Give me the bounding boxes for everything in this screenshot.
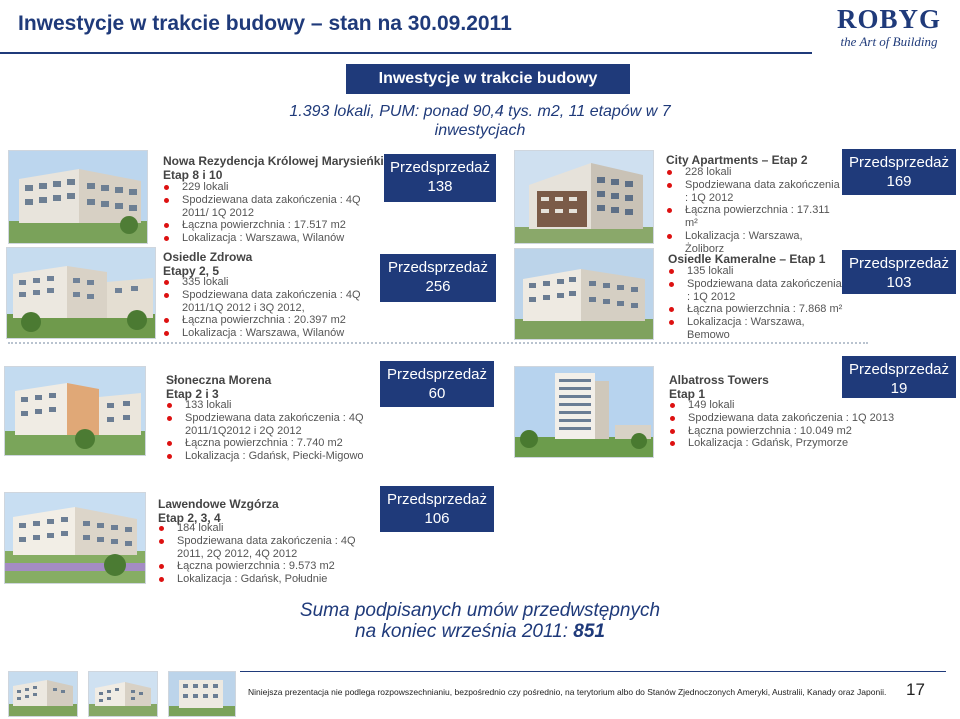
project-name-nowa-rezydencja: Nowa Rezydencja Królowej Marysieńki Etap 8 i 10 <box>163 154 384 182</box>
list-item: Łączna powierzchnia : 7.740 m2 <box>166 437 374 450</box>
list-item: Spodziewana data zakończenia : 1Q 2012 <box>666 179 844 205</box>
list-item: Lokalizacja : Gdańsk, Piecki-Migowo <box>166 450 374 463</box>
presale-box-city-apartments: Przedsprzedaż 169 <box>842 149 956 195</box>
page-title: Inwestycje w trakcie budowy – stan na 30.09.2011 <box>18 12 512 35</box>
project-name-albatross-towers: Albatross Towers Etap 1 <box>669 373 769 401</box>
presale-box-osiedle-zdrowa: Przedsprzedaż 256 <box>380 254 496 302</box>
project-details-albatross-towers <box>669 399 899 450</box>
logo-tagline: the Art of Building <box>840 34 938 49</box>
list-item: 335 lokali <box>163 276 373 289</box>
project-name-osiedle-zdrowa: Osiedle Zdrowa Etapy 2, 5 <box>163 250 253 278</box>
list-item: Lokalizacja : Warszawa, Żoliborz <box>666 230 844 256</box>
list-item: 228 lokali <box>666 166 844 179</box>
project-name-osiedle-kameralne: Osiedle Kameralne – Etap 1 <box>668 252 826 266</box>
list-item: Spodziewana data zakończenia : 4Q 2011/1Q2012 i 2Q 2012 <box>166 412 374 438</box>
title-rule <box>0 52 812 54</box>
list-item: 184 lokali <box>158 522 368 535</box>
list-item: Lokalizacja : Warszawa, Wilanów <box>163 232 368 245</box>
dotted-separator <box>8 342 868 344</box>
project-photo-city-apartments <box>514 150 654 244</box>
presale-box-lawendowe-wzgorza: Przedsprzedaż 106 <box>380 486 494 532</box>
page-number: 17 <box>906 680 925 699</box>
list-item: Lokalizacja : Warszawa, Wilanów <box>163 327 373 340</box>
footer-thumbnail-3 <box>168 671 236 717</box>
footer-rule <box>240 671 946 672</box>
list-item: Lokalizacja : Warszawa, Bemowo <box>668 316 844 342</box>
list-item: Łączna powierzchnia : 7.868 m² <box>668 303 844 316</box>
list-item: Spodziewana data zakończenia : 1Q 2013 <box>669 412 899 425</box>
footer-thumbnail-2 <box>88 671 158 717</box>
presale-summary <box>280 600 680 642</box>
stats-text <box>270 102 690 140</box>
summary-total: 851 <box>573 621 605 642</box>
section-banner: Inwestycje w trakcie budowy <box>346 64 630 94</box>
list-item: Spodziewana data zakończenia : 4Q 2011/1Q 2012 i 3Q 2012, <box>163 289 373 315</box>
stats-line-2: inwestycjach <box>434 122 526 139</box>
project-details-osiedle-zdrowa <box>163 276 373 340</box>
list-item: 149 lokali <box>669 399 899 412</box>
list-item: Łączna powierzchnia : 10.049 m2 <box>669 425 899 438</box>
project-photo-osiedle-zdrowa <box>6 247 156 339</box>
list-item: Łączna powierzchnia : 9.573 m2 <box>158 560 368 573</box>
project-details-sloneczna-morena <box>166 399 374 463</box>
project-photo-lawendowe-wzgorza <box>4 492 146 584</box>
footer-thumbnail-1 <box>8 671 78 717</box>
list-item: Spodziewana data zakończenia : 4Q 2011, 2Q 2012, 4Q 2012 <box>158 535 368 561</box>
list-item: Lokalizacja : Gdańsk, Przymorze <box>669 437 899 450</box>
project-name-sloneczna-morena: Słoneczna Morena Etap 2 i 3 <box>166 373 272 401</box>
summary-line-1: Suma podpisanych umów przedwstępnych <box>299 600 661 621</box>
presale-box-nowa-rezydencja: Przedsprzedaż 138 <box>384 154 496 202</box>
stats-line-1: 1.393 lokali, PUM: ponad 90,4 tys. m2, 11 etapów w 7 <box>289 103 671 120</box>
robyg-logo <box>830 4 948 58</box>
project-name-lawendowe-wzgorza: Lawendowe Wzgórza Etap 2, 3, 4 <box>158 497 279 525</box>
project-photo-albatross-towers <box>514 366 654 458</box>
list-item: 229 lokali <box>163 181 368 194</box>
project-details-nowa-rezydencja <box>163 181 368 245</box>
project-photo-osiedle-kameralne <box>514 248 654 340</box>
project-photo-sloneczna-morena <box>4 366 146 456</box>
list-item: Lokalizacja : Gdańsk, Południe <box>158 573 368 586</box>
list-item: Łączna powierzchnia : 20.397 m2 <box>163 314 373 327</box>
presale-box-albatross-towers: Przedsprzedaż 19 <box>842 356 956 398</box>
project-name-city-apartments: City Apartments – Etap 2 <box>666 153 808 167</box>
list-item: 133 lokali <box>166 399 374 412</box>
project-details-lawendowe-wzgorza <box>158 522 368 586</box>
list-item: Łączna powierzchnia : 17.311 m² <box>666 204 844 230</box>
logo-brand: ROBYG <box>836 4 941 34</box>
list-item: Łączna powierzchnia : 17.517 m2 <box>163 219 368 232</box>
presale-box-osiedle-kameralne: Przedsprzedaż 103 <box>842 250 956 294</box>
footer-disclaimer: Niniejsza prezentacja nie podlega rozpowszechnianiu, bezpośrednio czy pośrednio, na terytorium albo do Stanów Zjednoczonych Ameryki, Australii, Kanady oraz Japonii. <box>248 687 887 697</box>
summary-line-2: na koniec września 2011: 851 <box>355 621 605 642</box>
list-item: 135 lokali <box>668 265 844 278</box>
project-details-city-apartments <box>666 166 844 256</box>
presale-box-sloneczna-morena: Przedsprzedaż 60 <box>380 361 494 407</box>
list-item: Spodziewana data zakończenia : 4Q 2011/ 1Q 2012 <box>163 194 368 220</box>
project-photo-nowa-rezydencja <box>8 150 148 244</box>
list-item: Spodziewana data zakończenia : 1Q 2012 <box>668 278 844 304</box>
project-details-osiedle-kameralne <box>668 265 844 342</box>
